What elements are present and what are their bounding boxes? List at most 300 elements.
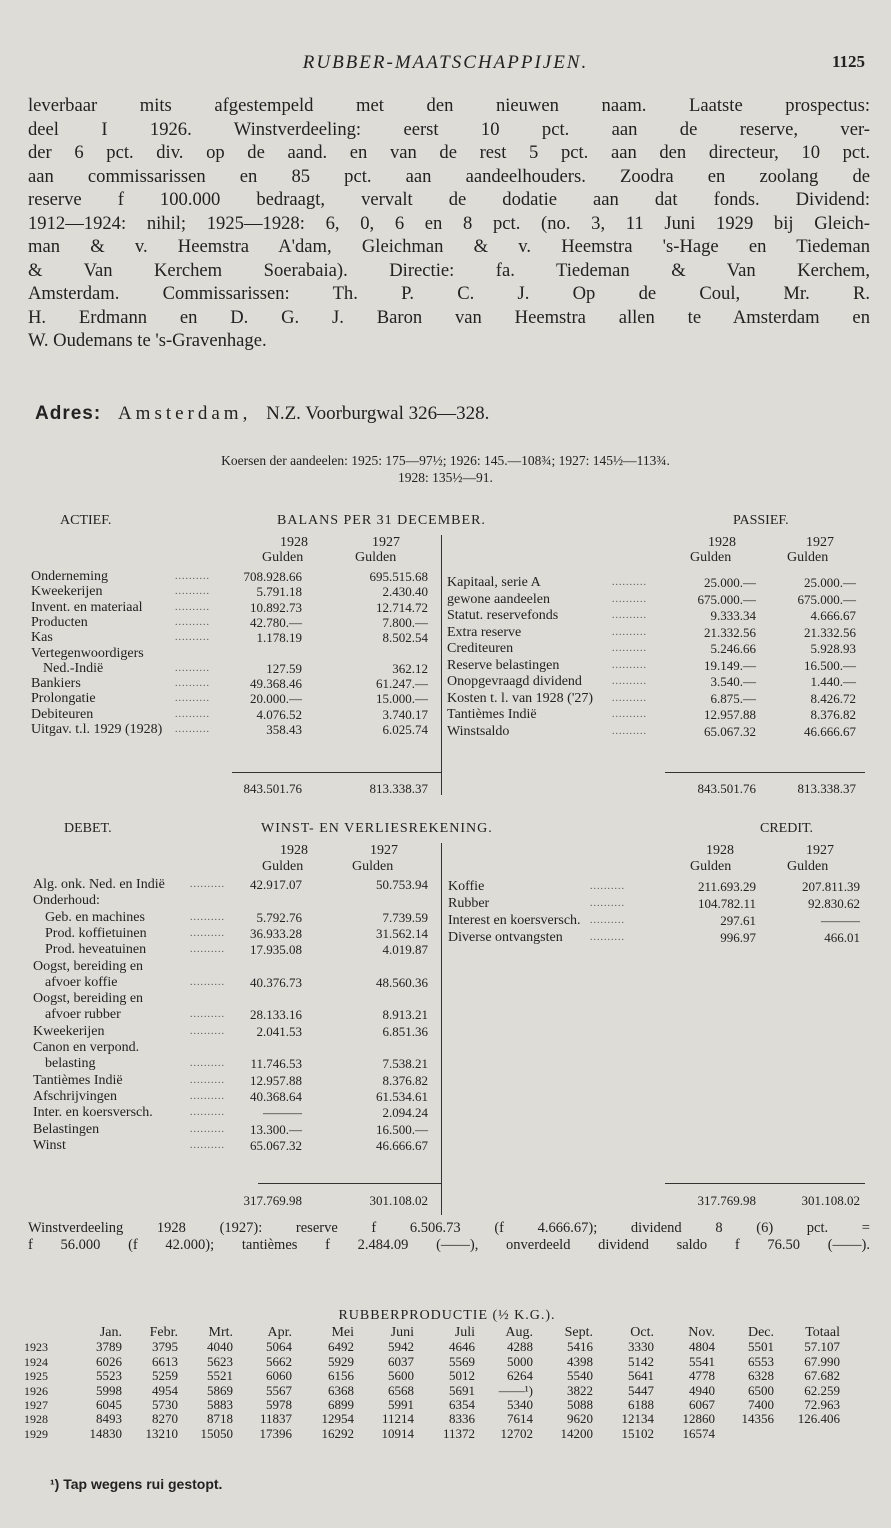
production-year: 1927: [24, 1398, 48, 1413]
address-city: Amsterdam,: [117, 403, 252, 424]
production-value: 6354: [449, 1397, 475, 1413]
debet-row-value-1927: 61.534.61: [376, 1088, 428, 1104]
production-value: 5000: [507, 1353, 533, 1369]
company-description: [28, 94, 870, 353]
debet-row-label: Afschrijvingen: [33, 1088, 117, 1104]
total-rule: [258, 1183, 441, 1184]
production-value: 5662: [266, 1353, 292, 1369]
leader-dots: ..........: [612, 643, 647, 654]
debet-row-value-1928: 36.933.28: [250, 925, 302, 941]
text-line: Amsterdam. Commissarissen: Th. P. C. J. Op de Coul, Mr. R.: [28, 283, 870, 304]
debet-total-1927: 301.108.02: [369, 1193, 428, 1208]
pl-title: WINST- EN VERLIESREKENING.: [261, 821, 493, 836]
leader-dots: ..........: [590, 915, 625, 926]
debet-row-value-1927: 31.562.14: [376, 925, 428, 941]
actief-row-value-1927: 12.714.72: [376, 599, 428, 615]
production-value: 6060: [266, 1368, 292, 1384]
production-value: 4646: [449, 1339, 475, 1355]
leader-dots: ..........: [590, 881, 625, 892]
production-value: 57.107: [804, 1339, 840, 1355]
leader-dots: ..........: [175, 662, 210, 674]
debet-row-label: Oogst, bereiding en: [33, 958, 144, 974]
production-value: 5883: [207, 1397, 233, 1413]
production-value: 14200: [560, 1425, 593, 1441]
passief-row-value-1928: 25.000.—: [704, 575, 756, 590]
actief-row-label: Prolongatie: [31, 691, 96, 707]
actief-row-value-1927: 695.515.68: [369, 569, 428, 584]
actief-row-value-1927: 15.000.—: [376, 691, 428, 707]
leader-dots: ..........: [190, 1090, 225, 1102]
production-year: 1923: [24, 1340, 48, 1355]
production-value: 4040: [207, 1339, 233, 1355]
debet-row-label: Onderhoud:: [33, 893, 100, 909]
passief-row-label: Onopgevraagd dividend: [447, 674, 582, 689]
footnote: ¹) Tap wegens rui gestopt.: [50, 1476, 223, 1492]
passief-row-label: Extra reserve: [447, 624, 522, 640]
production-value: 4288: [507, 1339, 533, 1355]
actief-row-value-1928: 20.000.—: [250, 691, 302, 707]
debet-row-value-1927: 7.739.59: [382, 909, 428, 925]
share-prices-line: 1928: 135½—91.: [398, 470, 493, 485]
production-value: 4398: [567, 1353, 593, 1369]
month-header: Mrt.: [208, 1325, 233, 1340]
passief-row-label: Winstsaldo: [447, 723, 510, 739]
passief-row-label: Tantièmes Indië: [447, 707, 537, 722]
production-value: 12954: [321, 1411, 354, 1427]
production-value: 10914: [381, 1425, 414, 1441]
production-value: 5730: [152, 1397, 178, 1413]
passief-row-value-1928: 21.332.56: [704, 624, 756, 640]
debet-row-value-1928: 11.746.53: [250, 1056, 302, 1072]
production-value: 4954: [152, 1382, 178, 1398]
debet-total-1928: 317.769.98: [243, 1193, 302, 1208]
debet-row-label: Prod. heveatuinen: [45, 942, 147, 958]
production-value: 14830: [89, 1425, 122, 1441]
month-header: Mei: [331, 1325, 354, 1340]
passief-row-value-1927: 5.928.93: [810, 641, 856, 656]
leader-dots: ..........: [190, 944, 225, 956]
passief-row-value-1928: 6.875.—: [710, 690, 756, 706]
year-header: 1927: [806, 843, 834, 858]
production-value: 5569: [449, 1353, 475, 1369]
leader-dots: ..........: [612, 659, 647, 671]
passief-row-value-1928: 3.540.—: [710, 674, 756, 689]
leader-dots: ..........: [190, 1139, 225, 1151]
leader-dots: ..........: [612, 577, 647, 588]
debet-row-value-1927: 50.753.94: [376, 877, 428, 892]
production-title: RUBBERPRODUCTIE (½ K.G.).: [338, 1308, 556, 1323]
month-header: Febr.: [149, 1325, 178, 1340]
total-rule: [665, 1183, 865, 1184]
month-header: Juni: [390, 1325, 414, 1340]
production-value: 6037: [388, 1353, 414, 1369]
production-value: 5540: [567, 1368, 593, 1384]
passief-row-value-1928: 12.957.88: [704, 707, 756, 722]
production-value: 5600: [388, 1368, 414, 1384]
leader-dots: ..........: [175, 724, 210, 735]
leader-dots: ..........: [190, 927, 225, 939]
debet-row-label: afvoer rubber: [45, 1007, 121, 1023]
production-value: 15050: [200, 1425, 233, 1441]
production-value: 6156: [328, 1368, 354, 1384]
debet-row-label: Oogst, bereiding en: [33, 991, 144, 1007]
actief-row-value-1928: 1.178.19: [256, 630, 302, 646]
actief-row-value-1927: 7.800.—: [382, 614, 428, 630]
production-row: [24, 1427, 840, 1441]
column-divider: [441, 843, 442, 1215]
text-line: leverbaar mits afgestempeld met den nieuwen naam. Laatste prospectus:: [28, 95, 870, 116]
production-year: 1926: [24, 1383, 48, 1398]
leader-dots: ..........: [590, 932, 625, 943]
production-value: 8270: [152, 1411, 178, 1427]
production-value: 62.259: [804, 1382, 840, 1398]
leader-dots: ..........: [190, 1025, 225, 1037]
debet-row-value-1927: 8.913.21: [382, 1007, 428, 1023]
leader-dots: ..........: [175, 601, 210, 613]
actief-row-label: Vertegenwoordigers: [31, 645, 144, 661]
production-value: 8718: [207, 1411, 233, 1427]
leader-dots: ..........: [612, 676, 647, 687]
debet-row-value-1927: 8.376.82: [382, 1072, 428, 1088]
debet-row-value-1928: 13.300.—: [250, 1121, 302, 1137]
passief-row-value-1927: 21.332.56: [804, 624, 856, 640]
production-value: 6368: [328, 1382, 354, 1398]
actief-row-value-1927: 362.12: [392, 660, 428, 676]
debet-row-value-1928: 40.376.73: [250, 974, 302, 990]
year-header: 1927: [372, 535, 400, 550]
production-value: 6568: [388, 1382, 414, 1398]
page-number: 1125: [831, 52, 865, 71]
address-line: [35, 403, 489, 425]
leader-dots: ..........: [612, 593, 647, 605]
year-header: 1928: [280, 843, 308, 858]
debet-row-label: Tantièmes Indië: [33, 1072, 123, 1088]
credit-row-value-1927: ———: [821, 913, 860, 928]
production-year: 1928: [24, 1412, 48, 1427]
actief-row-value-1927: 61.247.—: [376, 676, 428, 692]
balance-title: BALANS PER 31 DECEMBER.: [277, 513, 486, 528]
month-header: Oct.: [630, 1325, 654, 1340]
debet-row-value-1928: 2.041.53: [256, 1023, 302, 1039]
debet-row-value-1927: 46.666.67: [376, 1137, 428, 1153]
production-row: [24, 1412, 840, 1426]
passief-row-label: Kapitaal, serie A: [447, 575, 541, 590]
actief-row-value-1928: 127.59: [266, 660, 302, 676]
production-value: 5978: [266, 1397, 292, 1413]
passief-row-value-1928: 65.067.32: [704, 723, 756, 739]
production-value: 5088: [567, 1397, 593, 1413]
running-header: RUBBER-MAATSCHAPPIJEN.: [302, 52, 589, 73]
passief-row-value-1927: 46.666.67: [804, 723, 856, 739]
actief-row-label: Kweekerijen: [31, 584, 103, 600]
production-value: 5691: [449, 1382, 475, 1398]
debet-row-label: Winst: [33, 1137, 66, 1153]
credit-row-value-1928: 104.782.11: [697, 896, 756, 911]
unit-header: Gulden: [787, 550, 829, 565]
production-value: 3330: [628, 1339, 654, 1355]
passief-row-value-1927: 4.666.67: [810, 608, 856, 623]
debet-row-label: Prod. koffietuinen: [45, 925, 147, 941]
production-value: 5523: [96, 1368, 122, 1384]
debet-row-value-1927: 4.019.87: [382, 942, 428, 958]
production-value: 6613: [152, 1353, 178, 1369]
production-value: 67.682: [804, 1368, 840, 1384]
profit-distribution: [28, 1220, 870, 1254]
debet-row-value-1928: ———: [263, 1105, 302, 1121]
production-value: 5447: [628, 1382, 654, 1398]
debet-row-label: Canon en verpond.: [33, 1040, 140, 1055]
actief-row-value-1928: 5.791.18: [256, 584, 302, 600]
passief-row-value-1927: 25.000.—: [804, 575, 856, 590]
leader-dots: ..........: [590, 898, 625, 909]
production-value: 6188: [628, 1397, 654, 1413]
text-line: deel I 1926. Winstverdeeling: eerst 10 pct. aan de reserve, ver-: [28, 118, 870, 140]
text-line: H. Erdmann en D. G. J. Baron van Heemstra allen te Amsterdam en: [28, 306, 870, 328]
passief-row-label: gewone aandeelen: [447, 591, 550, 607]
passief-row-value-1928: 19.149.—: [704, 657, 756, 673]
text-line: der 6 pct. div. op de aand. en van de rest 5 pct. aan den directeur, 10 pct.: [28, 142, 870, 163]
debet-row-label: Geb. en machines: [45, 909, 145, 925]
debet-row-value-1927: 16.500.—: [376, 1121, 428, 1137]
debet-row-value-1927: 6.851.36: [382, 1023, 428, 1039]
share-prices: [0, 452, 891, 486]
debet-row-value-1928: 5.792.76: [256, 909, 302, 925]
passief-row-value-1927: 1.440.—: [810, 674, 856, 689]
leader-dots: ..........: [190, 1009, 225, 1021]
actief-row-label: Debiteuren: [31, 706, 94, 722]
production-value: 7614: [507, 1411, 533, 1427]
unit-header: Gulden: [262, 550, 304, 565]
passief-row-value-1927: 16.500.—: [804, 657, 856, 673]
credit-row-value-1928: 297.61: [720, 913, 756, 928]
production-value: 6026: [96, 1353, 122, 1369]
debet-row-value-1927: 2.094.24: [382, 1105, 428, 1121]
column-divider: [441, 535, 442, 795]
month-header: Totaal: [805, 1325, 840, 1340]
production-value: 15102: [621, 1425, 654, 1441]
production-value: 13210: [145, 1425, 178, 1441]
production-value: 5641: [628, 1368, 654, 1384]
unit-header: Gulden: [355, 550, 397, 565]
production-value: 6553: [748, 1353, 774, 1369]
production-value: 6045: [96, 1397, 122, 1413]
actief-row-value-1927: 3.740.17: [382, 706, 428, 722]
production-value: 6328: [748, 1368, 774, 1384]
debet-row-value-1927: 48.560.36: [376, 974, 428, 990]
production-value: 4778: [689, 1368, 715, 1384]
text-line: & Van Kerchem Soerabaia). Directie: fa. Tiedeman & Van Kerchem,: [28, 259, 870, 281]
debet-row-label: belasting: [45, 1056, 96, 1072]
passief-row-value-1928: 675.000.—: [697, 591, 756, 607]
passief-row-label: Crediteuren: [447, 641, 514, 656]
production-value: 4940: [689, 1382, 715, 1398]
production-year: 1924: [24, 1354, 48, 1369]
production-value: 5416: [567, 1339, 593, 1355]
debet-row-label: Kweekerijen: [33, 1023, 105, 1039]
production-value: 67.990: [804, 1353, 840, 1369]
year-header: 1928: [708, 535, 736, 550]
production-year: 1929: [24, 1426, 48, 1441]
production-table: [24, 1326, 840, 1441]
debet-row-label: Inter. en koersversch.: [33, 1105, 153, 1121]
production-value: 12702: [500, 1425, 533, 1441]
production-row: [24, 1369, 840, 1383]
text-line: W. Oudemans te 's-Gravenhage.: [28, 330, 267, 351]
text-line: aan commissarissen en 85 pct. aan aandeelhouders. Zoodra en zoolang de: [28, 165, 870, 187]
leader-dots: ..........: [175, 708, 210, 720]
total-rule: [665, 772, 865, 773]
share-prices-line: Koersen der aandeelen: 1925: 175—97½; 1926: 145.—108¾; 1927: 145½—113¾.: [221, 453, 670, 468]
production-value: 11214: [381, 1411, 414, 1427]
month-header: Dec.: [747, 1325, 774, 1340]
actief-row-label: Ned.-Indië: [43, 660, 104, 676]
production-value: 3795: [152, 1339, 178, 1355]
production-value: 3822: [567, 1382, 593, 1398]
production-value: 8336: [449, 1411, 475, 1427]
actief-row-label: Onderneming: [31, 569, 108, 584]
actief-row-value-1928: 49.368.46: [250, 676, 302, 692]
production-value: 5142: [628, 1353, 654, 1369]
leader-dots: ..........: [190, 976, 225, 988]
unit-header: Gulden: [352, 859, 394, 874]
leader-dots: ..........: [612, 692, 647, 704]
actief-row-value-1928: 10.892.73: [250, 599, 302, 615]
leader-dots: ..........: [612, 709, 647, 720]
passief-row-value-1927: 8.426.72: [810, 690, 856, 706]
actief-row-value-1928: 358.43: [266, 722, 302, 737]
production-value: 5567: [266, 1382, 292, 1398]
debet-row-label: afvoer koffie: [45, 974, 118, 990]
unit-header: Gulden: [690, 550, 732, 565]
credit-row-value-1928: 211.693.29: [697, 879, 756, 894]
passief-row-value-1927: 675.000.—: [797, 591, 856, 607]
address-street: N.Z. Voorburgwal 326—328.: [266, 403, 490, 424]
leader-dots: ..........: [612, 626, 647, 638]
production-value: 5340: [507, 1397, 533, 1413]
production-value: 6492: [328, 1339, 354, 1355]
actief-row-value-1928: 708.928.66: [243, 569, 302, 584]
production-value: 8493: [96, 1411, 122, 1427]
production-value: 5942: [388, 1339, 414, 1355]
production-value: 6899: [328, 1397, 354, 1413]
production-row: [24, 1384, 840, 1398]
leader-dots: ..........: [190, 1074, 225, 1086]
production-value: 126.406: [797, 1411, 840, 1427]
leader-dots: ..........: [175, 632, 210, 644]
production-value: 7400: [748, 1397, 774, 1413]
passief-row-label: Reserve belastingen: [447, 657, 560, 673]
production-value: 5259: [152, 1368, 178, 1384]
production-value: 5501: [748, 1339, 774, 1355]
debet-row-value-1928: 40.368.64: [250, 1088, 302, 1104]
leader-dots: ..........: [190, 1107, 225, 1119]
actief-total-1927: 813.338.37: [369, 781, 428, 796]
credit-row-value-1927: 466.01: [824, 930, 860, 945]
year-header: 1928: [280, 535, 308, 550]
credit-row-label: Koffie: [448, 879, 485, 894]
passief-total-1927: 813.338.37: [797, 781, 856, 796]
production-value: [774, 1427, 840, 1441]
debet-row-value-1928: 28.133.16: [250, 1007, 302, 1023]
actief-row-value-1928: 42.780.—: [250, 614, 302, 630]
production-value: 6264: [507, 1368, 533, 1384]
actief-row-label: Invent. en materiaal: [31, 599, 143, 615]
production-value: 4804: [689, 1339, 715, 1355]
actief-row-label: Producten: [31, 614, 88, 630]
passief-row-value-1928: 9.333.34: [710, 608, 756, 623]
production-value: 5998: [96, 1382, 122, 1398]
address-label: Adres:: [35, 403, 102, 424]
actief-row-value-1927: 6.025.74: [382, 722, 428, 737]
debet-row-value-1928: 17.935.08: [250, 942, 302, 958]
debet-row-label: Alg. onk. Ned. en Indië: [33, 877, 165, 892]
production-value: 12860: [682, 1411, 715, 1427]
production-value: 6067: [689, 1397, 715, 1413]
unit-header: Gulden: [787, 859, 829, 874]
profit-distribution-line: f 56.000 (f 42.000); tantièmes f 2.484.09 (——), onverdeeld dividend saldo f 76.50 (——).: [28, 1237, 870, 1253]
production-value: 17396: [259, 1425, 292, 1441]
production-value: 12134: [621, 1411, 654, 1427]
year-header: 1927: [806, 535, 834, 550]
leader-dots: ..........: [175, 571, 210, 582]
leader-dots: ..........: [175, 678, 210, 690]
production-value: 5623: [207, 1353, 233, 1369]
month-header: Sept.: [564, 1325, 593, 1340]
credit-row-label: Diverse ontvangsten: [448, 930, 563, 945]
unit-header: Gulden: [262, 859, 304, 874]
production-value: 72.963: [804, 1397, 840, 1413]
leader-dots: ..........: [612, 610, 647, 621]
production-value: 5521: [207, 1368, 233, 1384]
production-value: 3789: [96, 1339, 122, 1355]
production-header-row: [24, 1326, 840, 1340]
leader-dots: ..........: [190, 879, 225, 890]
production-year: 1925: [24, 1369, 48, 1384]
leader-dots: ..........: [190, 911, 225, 923]
passief-total-1928: 843.501.76: [697, 781, 756, 796]
debet-label: DEBET.: [64, 821, 112, 836]
year-header: 1927: [370, 843, 398, 858]
production-value: 5991: [388, 1397, 414, 1413]
actief-total-1928: 843.501.76: [243, 781, 302, 796]
credit-total-1928: 317.769.98: [697, 1193, 756, 1208]
year-header: 1928: [706, 843, 734, 858]
text-line: man & v. Heemstra A'dam, Gleichman & v. Heemstra 's-Hage en Tiedeman: [28, 236, 870, 257]
production-value: 11372: [442, 1425, 475, 1441]
text-line: reserve f 100.000 bedraagt, vervalt de dodatie aan dat fonds. Dividend:: [28, 189, 870, 210]
production-value: 5064: [266, 1339, 292, 1355]
passief-label: PASSIEF.: [733, 513, 789, 528]
leader-dots: ..........: [175, 586, 210, 598]
leader-dots: ..........: [175, 693, 210, 705]
month-header: Nov.: [688, 1325, 715, 1340]
month-header: Juli: [454, 1325, 475, 1340]
production-value: 16292: [321, 1425, 354, 1441]
profit-distribution-line: Winstverdeeling 1928 (1927): reserve f 6.506.73 (f 4.666.67); dividend 8 (6) pct. =: [28, 1220, 870, 1236]
credit-row-label: Interest en koersversch.: [448, 913, 581, 928]
actief-row-label: Kas: [31, 630, 53, 646]
debet-row-value-1928: 42.917.07: [250, 877, 302, 892]
credit-label: CREDIT.: [760, 821, 814, 836]
production-value: 5929: [328, 1353, 354, 1369]
actief-row-label: Bankiers: [31, 676, 81, 692]
production-value: [715, 1427, 774, 1441]
actief-row-value-1928: 4.076.52: [256, 706, 302, 722]
credit-row-value-1928: 996.97: [720, 930, 756, 945]
actief-label: ACTIEF.: [60, 513, 112, 528]
unit-header: Gulden: [690, 859, 732, 874]
actief-row-label: Uitgav. t.l. 1929 (1928): [31, 722, 163, 737]
